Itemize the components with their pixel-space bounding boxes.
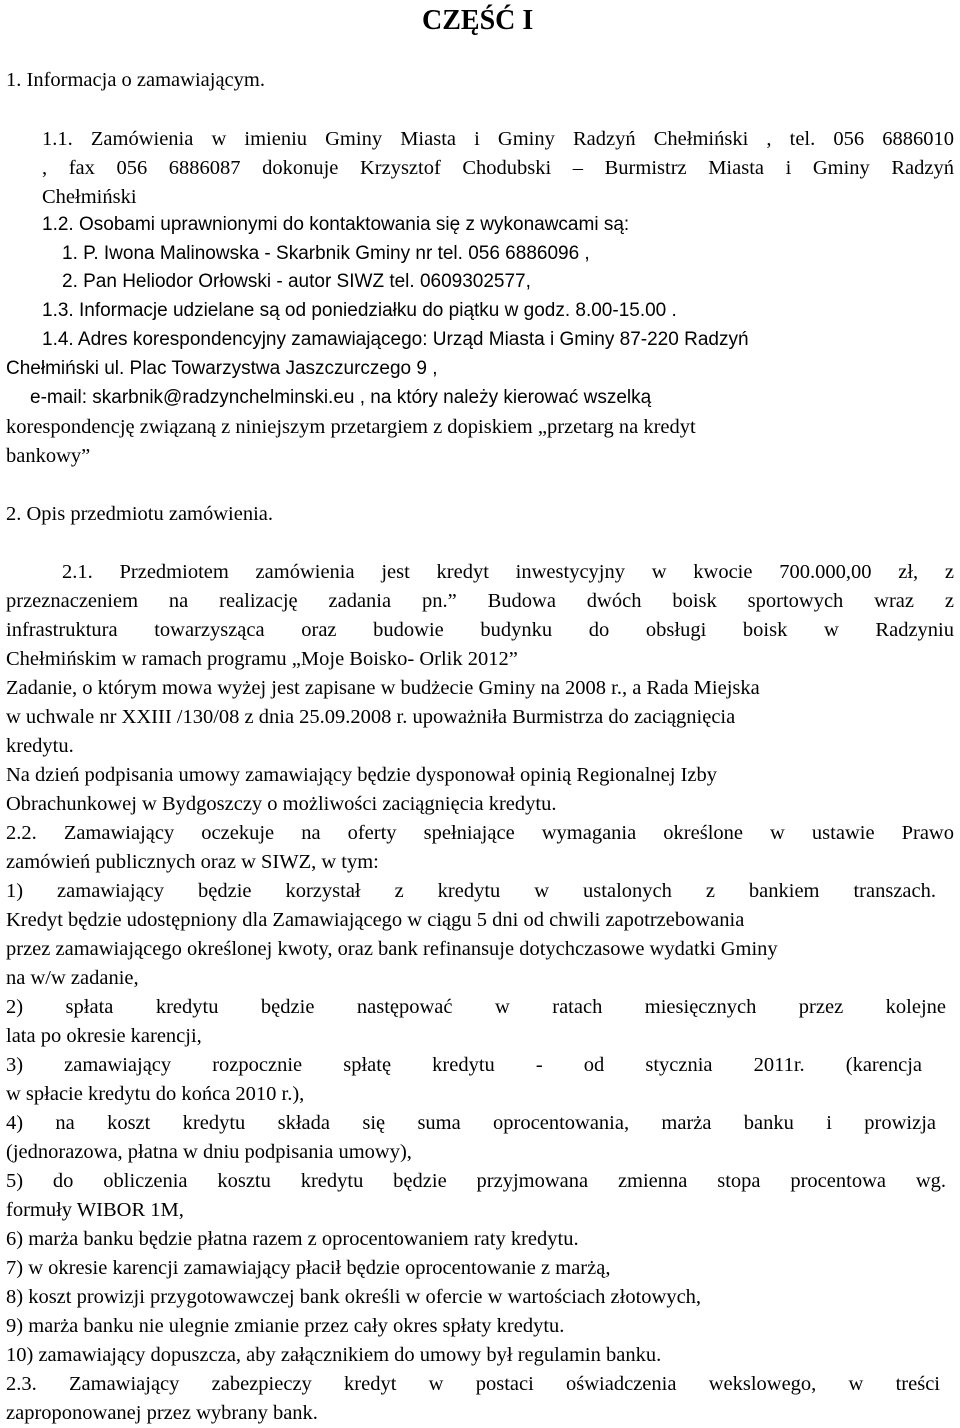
paragraph-line: 1.2. Osobami uprawnionymi do kontaktowania się z wykonawcami są: [42, 214, 630, 235]
list-item: 7) w okresie karencji zamawiający płacił będzie oprocentowanie z marżą, [6, 1257, 611, 1279]
paragraph-line: e-mail: skarbnik@radzynchelminski.eu , na który należy kierować wszelką [30, 387, 652, 408]
paragraph-line: 2. Pan Heliodor Orłowski - autor SIWZ tel. 0609302577, [62, 271, 531, 292]
list-item: 4) na koszt kredytu składa się suma oprocentowania, marża banku i prowizja [6, 1112, 936, 1134]
paragraph-line: 1.4. Adres korespondencyjny zamawiającego: Urząd Miasta i Gminy 87-220 Radzyń [42, 329, 749, 350]
paragraph-line: 2.3. Zamawiający zabezpieczy kredyt w postaci oświadczenia wekslowego, w treści [6, 1373, 940, 1395]
paragraph-line: 1.3. Informacje udzielane są od poniedziałku do piątku w godz. 8.00-15.00 . [42, 300, 677, 321]
list-item: 5) do obliczenia kosztu kredytu będzie przyjmowana zmienna stopa procentowa wg. [6, 1170, 946, 1192]
list-item: 8) koszt prowizji przygotowawczej bank określi w ofercie w wartościach złotowych, [6, 1286, 702, 1308]
paragraph-line: w uchwale nr XXIII /130/08 z dnia 25.09.2008 r. upoważniła Burmistrza do zaciągnięcia [6, 706, 736, 728]
paragraph-line: Chełmińskim w ramach programu „Moje Boisko- Orlik 2012” [6, 648, 518, 670]
paragraph-line: lata po okresie karencji, [6, 1025, 202, 1047]
paragraph-line: 1. P. Iwona Malinowska - Skarbnik Gminy nr tel. 056 6886096 , [62, 243, 590, 264]
paragraph-line: Na dzień podpisania umowy zamawiający będzie dysponował opinią Regionalnej Izby [6, 764, 718, 786]
paragraph-line: zaproponowanej przez wybrany bank. [6, 1402, 318, 1424]
paragraph-line: korespondencję związaną z niniejszym przetargiem z dopiskiem „przetarg na kredyt [6, 416, 696, 438]
list-item: 1) zamawiający będzie korzystał z kredytu w ustalonych z bankiem transzach. [6, 880, 936, 902]
paragraph-line: bankowy” [6, 445, 91, 467]
paragraph-line: przez zamawiającego określonej kwoty, oraz bank refinansuje dotychczasowe wydatki Gminy [6, 938, 778, 960]
page-title: CZĘŚĆ I [422, 5, 534, 36]
paragraph-line: infrastruktura towarzysząca oraz budowie budynku do obsługi boisk w Radzyniu [6, 619, 954, 641]
list-item: 10) zamawiający dopuszcza, aby załącznikiem do umowy był regulamin banku. [6, 1344, 662, 1366]
paragraph-line: 2.1. Przedmiotem zamówienia jest kredyt inwestycyjny w kwocie 700.000,00 zł, z [62, 561, 954, 583]
paragraph-line: Chełmiński [42, 186, 137, 208]
paragraph-line: Obrachunkowej w Bydgoszczy o możliwości zaciągnięcia kredytu. [6, 793, 557, 815]
list-item: 3) zamawiający rozpocznie spłatę kredytu - od stycznia 2011r. (karencja [6, 1054, 922, 1076]
paragraph-line: w spłacie kredytu do końca 2010 r.), [6, 1083, 305, 1105]
paragraph-line: przeznaczeniem na realizację zadania pn.” Budowa dwóch boisk sportowych wraz z [6, 590, 954, 612]
paragraph-line: zamówień publicznych oraz w SIWZ, w tym: [6, 851, 379, 873]
list-item: 6) marża banku będzie płatna razem z oprocentowaniem raty kredytu. [6, 1228, 579, 1250]
list-item: 2) spłata kredytu będzie następować w ratach miesięcznych przez kolejne [6, 996, 946, 1018]
paragraph-line: Chełmiński ul. Plac Towarzystwa Jaszczurczego 9 , [6, 358, 438, 379]
paragraph-line: Zadanie, o którym mowa wyżej jest zapisane w budżecie Gminy na 2008 r., a Rada Miejska [6, 677, 760, 699]
paragraph-line: na w/w zadanie, [6, 967, 139, 989]
paragraph-line: , fax 056 6886087 dokonuje Krzysztof Chodubski – Burmistrz Miasta i Gminy Radzyń [42, 157, 954, 179]
paragraph-line: (jednorazowa, płatna w dniu podpisania umowy), [6, 1141, 412, 1163]
paragraph-line: 2.2. Zamawiający oczekuje na oferty spełniające wymagania określone w ustawie Prawo [6, 822, 954, 844]
list-item: 9) marża banku nie ulegnie zmianie przez cały okres spłaty kredytu. [6, 1315, 565, 1337]
paragraph-line: Kredyt będzie udostępniony dla Zamawiającego w ciągu 5 dni od chwili zapotrzebowania [6, 909, 745, 931]
paragraph-line: formuły WIBOR 1M, [6, 1199, 184, 1221]
paragraph-line: kredytu. [6, 735, 74, 757]
section-heading-2: 2. Opis przedmiotu zamówienia. [6, 503, 274, 525]
section-heading-1: 1. Informacja o zamawiającym. [6, 69, 265, 91]
paragraph-line: 1.1. Zamówienia w imieniu Gminy Miasta i Gminy Radzyń Chełmiński , tel. 056 6886010 [42, 128, 954, 150]
